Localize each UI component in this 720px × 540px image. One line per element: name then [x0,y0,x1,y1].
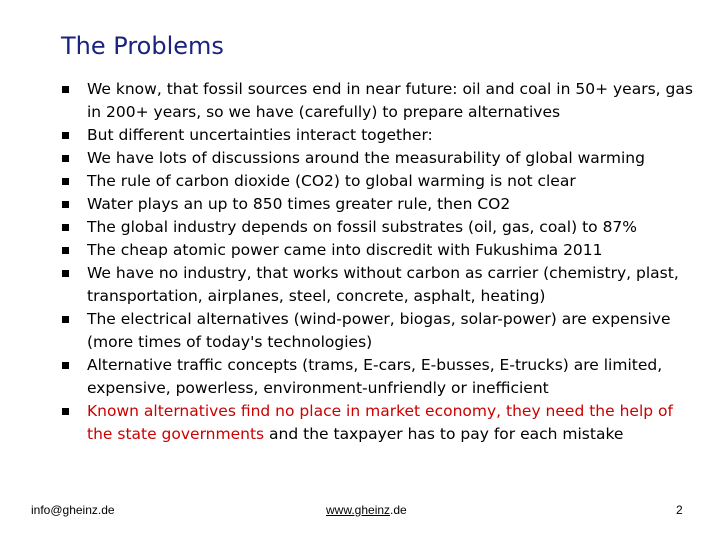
bullet-item [62,124,694,147]
bullet-text: The global industry depends on fossil substrates (oil, gas, coal) to 87% [87,218,638,236]
highlighted-text: Known alternatives find no place in market economy, they need the help of the state governments [87,402,673,443]
bullet-item [62,239,694,262]
bullet-text: We know, that fossil sources end in near future: oil and coal in 50+ years, gas in 200+ years, so we have (carefully) to prepare alternatives [87,80,693,121]
square-bullet-icon [62,224,69,231]
bullet-text: The rule of carbon dioxide (CO2) to global warming is not clear [87,172,576,190]
bullet-item [62,193,694,216]
bullet-text: We have lots of discussions around the measurability of global warming [87,149,645,167]
bullet-item [62,400,694,446]
square-bullet-icon [62,362,69,369]
bullet-text: The electrical alternatives (wind-power, biogas, solar-power) are expensive (more times of today's technologies) [87,310,671,351]
square-bullet-icon [62,132,69,139]
bullet-item [62,308,694,354]
bullet-item [62,354,694,400]
bullet-text: and the taxpayer has to pay for each mistake [264,425,624,443]
square-bullet-icon [62,155,69,162]
bullet-item [62,78,694,124]
bullet-item [62,147,694,170]
square-bullet-icon [62,178,69,185]
square-bullet-icon [62,270,69,277]
page-number: 2 [676,503,683,517]
square-bullet-icon [62,316,69,323]
bullet-item [62,170,694,193]
footer-website[interactable] [326,502,407,518]
website-suffix: .de [390,503,407,517]
bullet-text: The cheap atomic power came into discredit with Fukushima 2011 [87,241,603,259]
square-bullet-icon [62,201,69,208]
bullet-text: Alternative traffic concepts (trams, E-cars, E-busses, E-trucks) are limited, expensive, powerless, environment-unfriendly or inefficient [87,356,663,397]
square-bullet-icon [62,86,69,93]
bullet-text: We have no industry, that works without carbon as carrier (chemistry, plast, transportation, airplanes, steel, concrete, asphalt, heating) [87,264,679,305]
bullet-item [62,216,694,239]
footer-email: info@gheinz.de [31,503,115,517]
bullet-list [62,78,694,446]
square-bullet-icon [62,408,69,415]
bullet-text: But different uncertainties interact together: [87,126,433,144]
slide-title: The Problems [61,32,224,60]
bullet-text: Water plays an up to 850 times greater rule, then CO2 [87,195,511,213]
square-bullet-icon [62,247,69,254]
website-link[interactable]: www.gheinz [326,503,391,517]
bullet-item [62,262,694,308]
